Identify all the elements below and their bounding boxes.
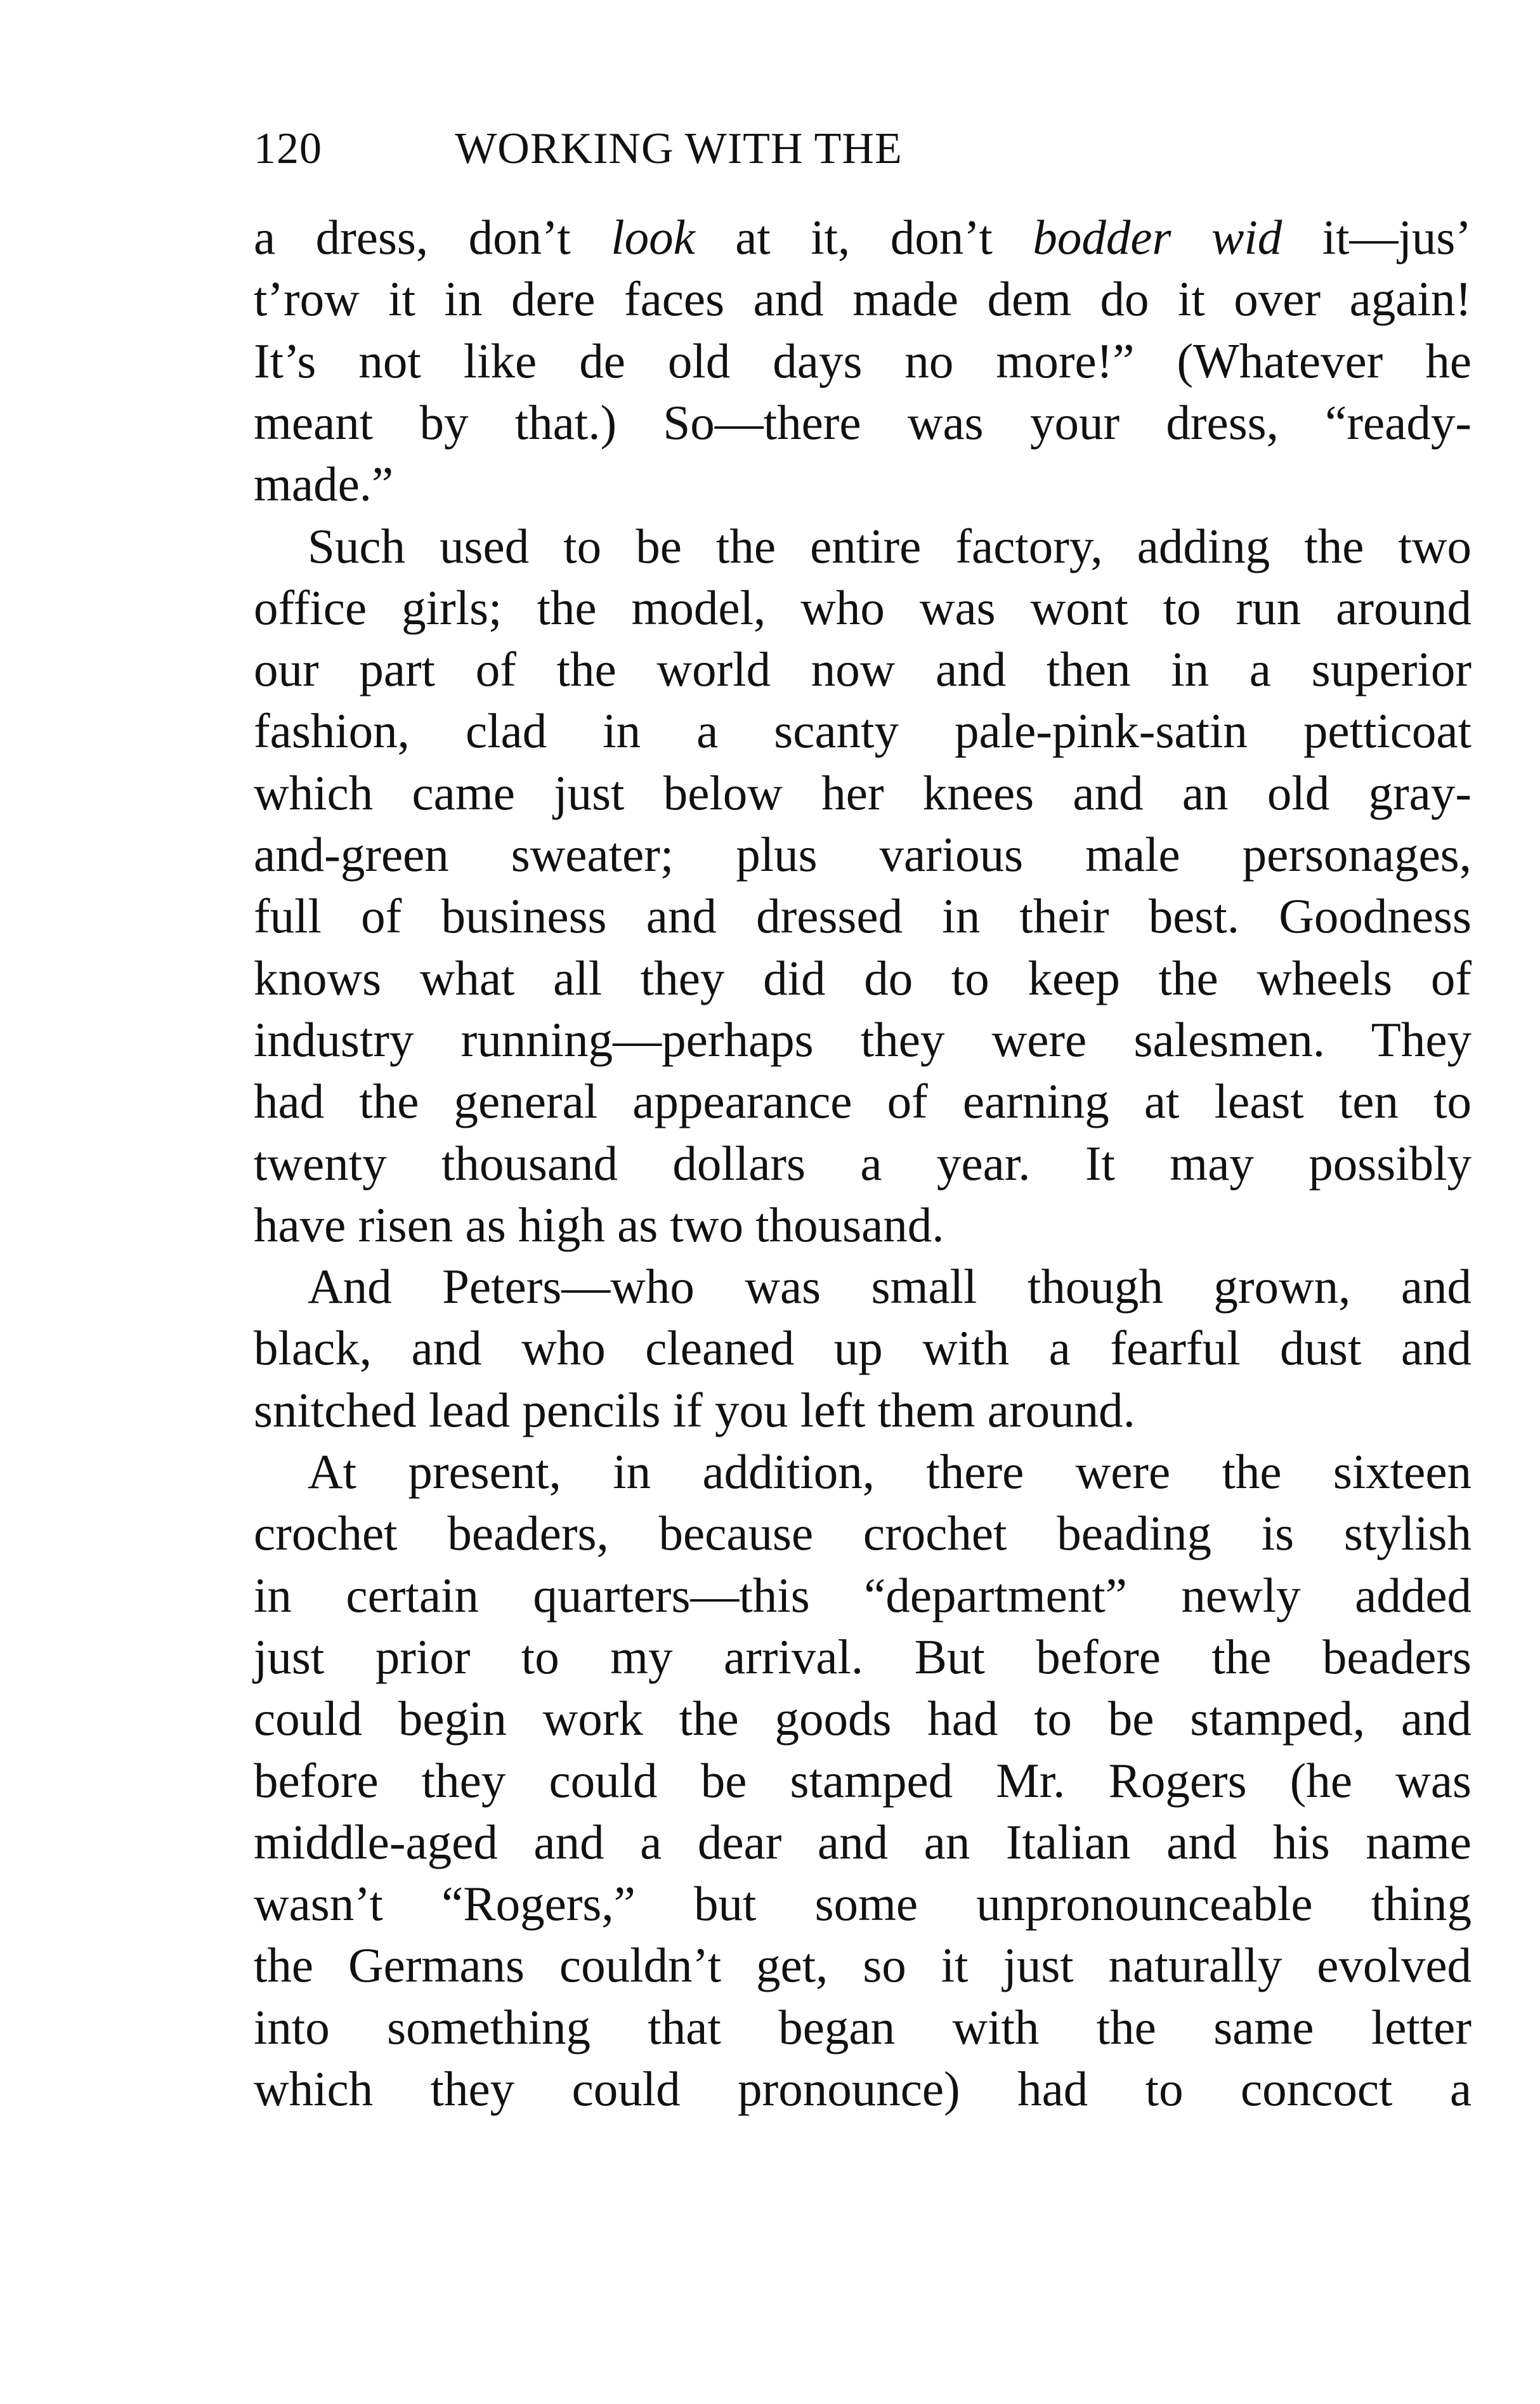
text-line: full of business and dressed in their best. Goodness bbox=[254, 889, 1471, 944]
running-head bbox=[254, 121, 1471, 178]
text-line: had the general appearance of earning at least ten to bbox=[254, 1074, 1471, 1129]
text-line: office girls; the model, who was wont to run around bbox=[254, 580, 1471, 635]
text-line: middle-aged and a dear and an Italian and his name bbox=[254, 1814, 1471, 1869]
text-line: twenty thousand dollars a year. It may possibly bbox=[254, 1135, 1471, 1191]
text-line: crochet beaders, because crochet beading is stylish bbox=[254, 1506, 1471, 1561]
page-number: 120 bbox=[254, 124, 322, 173]
italic-text: look bbox=[611, 210, 695, 265]
text-line: before they could be stamped Mr. Rogers (he was bbox=[254, 1753, 1471, 1808]
running-head-text: WORKING WITH THE bbox=[455, 124, 903, 173]
text-line: could begin work the goods had to be stamped, and bbox=[254, 1691, 1471, 1746]
text-line: It’s not like de old days no more!” (Whatever he bbox=[254, 333, 1471, 388]
text-line: have risen as high as two thousand. bbox=[254, 1197, 944, 1252]
text-segment: a dress, don’t bbox=[254, 210, 611, 265]
text-line: t’row it in dere faces and made dem do it over again! bbox=[254, 271, 1471, 327]
text-line: and-green sweater; plus various male personages, bbox=[254, 827, 1471, 882]
text-line: just prior to my arrival. But before the beaders bbox=[254, 1629, 1471, 1684]
text-line: which they could pronounce) had to concoct a bbox=[254, 2061, 1471, 2116]
text-line: made.” bbox=[254, 457, 394, 512]
text-line: Such used to be the entire factory, adding the two bbox=[308, 518, 1471, 573]
text-line: At present, in addition, there were the sixteen bbox=[308, 1444, 1471, 1499]
text-line: snitched lead pencils if you left them around. bbox=[254, 1382, 1135, 1437]
text-line: the Germans couldn’t get, so it just naturally evolved bbox=[254, 1938, 1471, 1993]
text-line: in certain quarters—this “department” newly added bbox=[254, 1567, 1471, 1623]
text-segment: it—jus’ bbox=[1282, 210, 1471, 265]
italic-text: bodder wid bbox=[1033, 210, 1282, 265]
text-line: which came just below her knees and an old gray- bbox=[254, 765, 1471, 820]
text-line: our part of the world now and then in a superior bbox=[254, 642, 1471, 697]
text-segment: at it, don’t bbox=[695, 210, 1033, 265]
text-line: And Peters—who was small though grown, and bbox=[308, 1259, 1471, 1314]
text-line: meant by that.) So—there was your dress, “ready- bbox=[254, 395, 1471, 450]
text-line: into something that began with the same letter bbox=[254, 1999, 1471, 2055]
text-line: fashion, clad in a scanty pale-pink-satin petticoat bbox=[254, 703, 1471, 759]
text-line: industry running—perhaps they were salesmen. They bbox=[254, 1012, 1471, 1067]
text-line bbox=[254, 207, 1471, 268]
text-line: wasn’t “Rogers,” but some unpronounceable thing bbox=[254, 1876, 1471, 1931]
text-line: knows what all they did do to keep the wheels of bbox=[254, 950, 1471, 1005]
text-line: black, and who cleaned up with a fearful dust and bbox=[254, 1321, 1471, 1376]
